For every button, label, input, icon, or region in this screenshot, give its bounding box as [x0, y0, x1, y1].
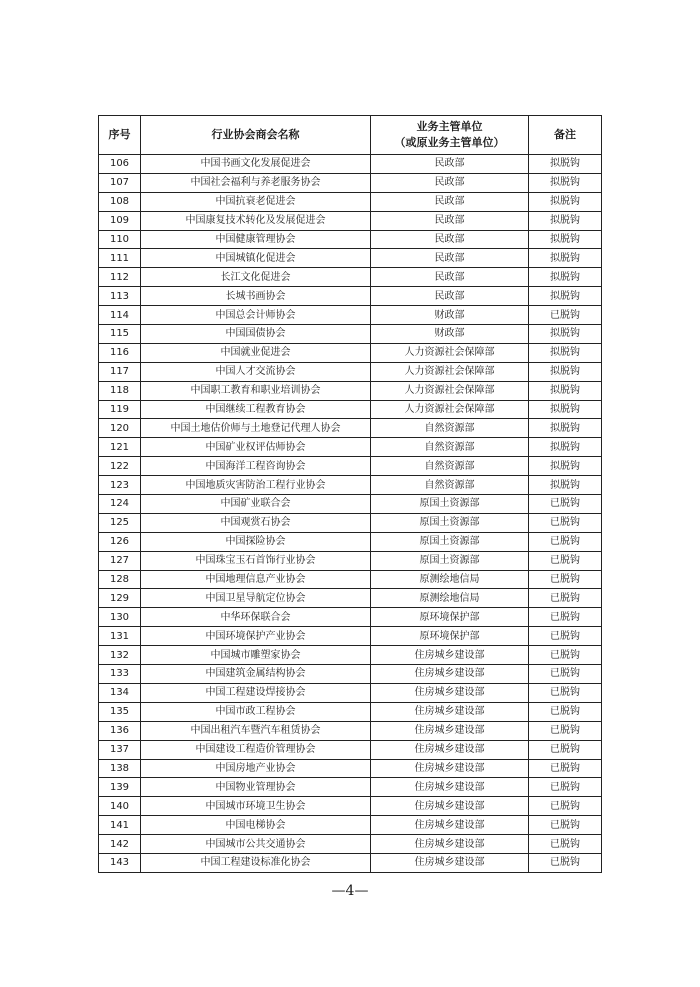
remark-status: 拟脱钩 — [529, 343, 602, 362]
association-name: 中国建筑金属结构协会 — [141, 665, 371, 684]
row-number: 120 — [99, 419, 141, 438]
table-row — [99, 400, 602, 419]
supervising-unit: 原国土资源部 — [371, 513, 529, 532]
remark-status: 已脱钩 — [529, 702, 602, 721]
row-number: 134 — [99, 683, 141, 702]
row-number: 112 — [99, 268, 141, 287]
association-name: 中国职工教育和职业培训协会 — [141, 381, 371, 400]
row-number: 109 — [99, 211, 141, 230]
association-name: 中国矿业权评估师协会 — [141, 438, 371, 457]
row-number: 132 — [99, 646, 141, 665]
supervising-unit: 人力资源社会保障部 — [371, 381, 529, 400]
remark-status: 已脱钩 — [529, 306, 602, 325]
supervising-unit: 自然资源部 — [371, 438, 529, 457]
row-number: 127 — [99, 551, 141, 570]
supervising-unit: 原测绘地信局 — [371, 570, 529, 589]
association-name: 中国国债协会 — [141, 325, 371, 344]
supervising-unit: 民政部 — [371, 211, 529, 230]
table-row — [99, 211, 602, 230]
remark-status: 已脱钩 — [529, 513, 602, 532]
association-name: 中国工程建设焊接协会 — [141, 683, 371, 702]
row-number: 125 — [99, 513, 141, 532]
supervising-unit: 民政部 — [371, 268, 529, 287]
association-name: 中国总会计师协会 — [141, 306, 371, 325]
remark-status: 已脱钩 — [529, 551, 602, 570]
association-name: 中国地理信息产业协会 — [141, 570, 371, 589]
table-row — [99, 702, 602, 721]
remark-status: 已脱钩 — [529, 646, 602, 665]
association-name: 中国人才交流协会 — [141, 362, 371, 381]
association-name: 中国城镇化促进会 — [141, 249, 371, 268]
association-name: 中国矿业联合会 — [141, 495, 371, 514]
association-name: 中国城市雕塑家协会 — [141, 646, 371, 665]
remark-status: 已脱钩 — [529, 683, 602, 702]
table-row — [99, 853, 602, 872]
remark-status: 已脱钩 — [529, 759, 602, 778]
supervising-unit: 住房城乡建设部 — [371, 665, 529, 684]
association-name: 中国物业管理协会 — [141, 778, 371, 797]
supervising-unit: 住房城乡建设部 — [371, 816, 529, 835]
header-row — [99, 116, 602, 155]
table-row — [99, 835, 602, 854]
remark-status: 已脱钩 — [529, 532, 602, 551]
row-number: 115 — [99, 325, 141, 344]
remark-status: 已脱钩 — [529, 570, 602, 589]
header-association-name: 行业协会商会名称 — [141, 116, 371, 155]
supervising-unit: 住房城乡建设部 — [371, 740, 529, 759]
supervising-unit: 住房城乡建设部 — [371, 853, 529, 872]
supervising-unit: 民政部 — [371, 287, 529, 306]
row-number: 129 — [99, 589, 141, 608]
table-row — [99, 551, 602, 570]
association-name: 中华环保联合会 — [141, 608, 371, 627]
row-number: 122 — [99, 457, 141, 476]
table-row — [99, 570, 602, 589]
remark-status: 拟脱钩 — [529, 438, 602, 457]
remark-status: 拟脱钩 — [529, 457, 602, 476]
supervising-unit: 原环境保护部 — [371, 608, 529, 627]
table-row — [99, 287, 602, 306]
remark-status: 已脱钩 — [529, 740, 602, 759]
supervising-unit: 人力资源社会保障部 — [371, 362, 529, 381]
page-number: —4— — [331, 883, 369, 899]
row-number: 137 — [99, 740, 141, 759]
remark-status: 拟脱钩 — [529, 211, 602, 230]
table-row — [99, 362, 602, 381]
table-row — [99, 438, 602, 457]
remark-status: 已脱钩 — [529, 589, 602, 608]
table-header — [99, 116, 602, 155]
remark-status: 已脱钩 — [529, 835, 602, 854]
remark-status: 拟脱钩 — [529, 230, 602, 249]
association-name: 中国出租汽车暨汽车租赁协会 — [141, 721, 371, 740]
association-name: 中国继续工程教育协会 — [141, 400, 371, 419]
supervising-unit: 民政部 — [371, 155, 529, 174]
association-name: 中国环境保护产业协会 — [141, 627, 371, 646]
table-row — [99, 155, 602, 174]
supervising-unit: 原国土资源部 — [371, 495, 529, 514]
association-name: 中国市政工程协会 — [141, 702, 371, 721]
remark-status: 拟脱钩 — [529, 419, 602, 438]
remark-status: 拟脱钩 — [529, 287, 602, 306]
table-row — [99, 495, 602, 514]
association-name: 长城书画协会 — [141, 287, 371, 306]
supervising-unit: 原环境保护部 — [371, 627, 529, 646]
supervising-unit: 自然资源部 — [371, 419, 529, 438]
table-row — [99, 325, 602, 344]
remark-status: 拟脱钩 — [529, 268, 602, 287]
association-name: 中国卫星导航定位协会 — [141, 589, 371, 608]
supervising-unit: 民政部 — [371, 192, 529, 211]
association-name: 长江文化促进会 — [141, 268, 371, 287]
row-number: 128 — [99, 570, 141, 589]
row-number: 124 — [99, 495, 141, 514]
association-name: 中国抗衰老促进会 — [141, 192, 371, 211]
association-name: 中国社会福利与养老服务协会 — [141, 173, 371, 192]
association-name: 中国就业促进会 — [141, 343, 371, 362]
table-row — [99, 759, 602, 778]
table-row — [99, 778, 602, 797]
association-name: 中国健康管理协会 — [141, 230, 371, 249]
table-row — [99, 173, 602, 192]
table-row — [99, 268, 602, 287]
remark-status: 已脱钩 — [529, 721, 602, 740]
supervising-unit: 自然资源部 — [371, 476, 529, 495]
association-table — [98, 115, 602, 873]
supervising-unit: 住房城乡建设部 — [371, 646, 529, 665]
row-number: 136 — [99, 721, 141, 740]
remark-status: 已脱钩 — [529, 853, 602, 872]
row-number: 130 — [99, 608, 141, 627]
header-remarks: 备注 — [529, 116, 602, 155]
remark-status: 拟脱钩 — [529, 192, 602, 211]
association-name: 中国探险协会 — [141, 532, 371, 551]
supervising-unit: 原国土资源部 — [371, 551, 529, 570]
supervising-unit: 自然资源部 — [371, 457, 529, 476]
table-row — [99, 589, 602, 608]
table-row — [99, 797, 602, 816]
supervising-unit: 住房城乡建设部 — [371, 721, 529, 740]
row-number: 107 — [99, 173, 141, 192]
association-name: 中国康复技术转化及发展促进会 — [141, 211, 371, 230]
remark-status: 已脱钩 — [529, 608, 602, 627]
remark-status: 拟脱钩 — [529, 381, 602, 400]
association-name: 中国建设工程造价管理协会 — [141, 740, 371, 759]
table-row — [99, 740, 602, 759]
table-row — [99, 646, 602, 665]
remark-status: 已脱钩 — [529, 816, 602, 835]
row-number: 116 — [99, 343, 141, 362]
remark-status: 已脱钩 — [529, 778, 602, 797]
remark-status: 拟脱钩 — [529, 476, 602, 495]
supervising-unit: 原测绘地信局 — [371, 589, 529, 608]
table-row — [99, 230, 602, 249]
supervising-unit: 住房城乡建设部 — [371, 759, 529, 778]
table-row — [99, 343, 602, 362]
row-number: 119 — [99, 400, 141, 419]
header-supervising-unit-line2: （或原业务主管单位） — [394, 136, 505, 149]
table-row — [99, 627, 602, 646]
remark-status: 拟脱钩 — [529, 325, 602, 344]
supervising-unit: 财政部 — [371, 325, 529, 344]
association-name: 中国书画文化发展促进会 — [141, 155, 371, 174]
table-row — [99, 457, 602, 476]
row-number: 113 — [99, 287, 141, 306]
association-name: 中国海洋工程咨询协会 — [141, 457, 371, 476]
association-name: 中国电梯协会 — [141, 816, 371, 835]
supervising-unit: 住房城乡建设部 — [371, 683, 529, 702]
table-row — [99, 532, 602, 551]
supervising-unit: 人力资源社会保障部 — [371, 400, 529, 419]
association-name: 中国城市环境卫生协会 — [141, 797, 371, 816]
supervising-unit: 住房城乡建设部 — [371, 797, 529, 816]
header-supervising-unit-line1: 业务主管单位 — [416, 120, 483, 133]
supervising-unit: 住房城乡建设部 — [371, 835, 529, 854]
association-name: 中国工程建设标准化协会 — [141, 853, 371, 872]
supervising-unit: 原国土资源部 — [371, 532, 529, 551]
row-number: 131 — [99, 627, 141, 646]
row-number: 140 — [99, 797, 141, 816]
association-name: 中国土地估价师与土地登记代理人协会 — [141, 419, 371, 438]
table-row — [99, 721, 602, 740]
row-number: 121 — [99, 438, 141, 457]
row-number: 110 — [99, 230, 141, 249]
row-number: 126 — [99, 532, 141, 551]
table-row — [99, 683, 602, 702]
remark-status: 已脱钩 — [529, 797, 602, 816]
row-number: 111 — [99, 249, 141, 268]
table-row — [99, 665, 602, 684]
row-number: 123 — [99, 476, 141, 495]
association-name: 中国地质灾害防治工程行业协会 — [141, 476, 371, 495]
supervising-unit: 民政部 — [371, 173, 529, 192]
remark-status: 已脱钩 — [529, 665, 602, 684]
remark-status: 拟脱钩 — [529, 400, 602, 419]
table-row — [99, 192, 602, 211]
row-number: 139 — [99, 778, 141, 797]
remark-status: 拟脱钩 — [529, 249, 602, 268]
association-name: 中国房地产业协会 — [141, 759, 371, 778]
table-body — [99, 155, 602, 873]
remark-status: 拟脱钩 — [529, 155, 602, 174]
table-row — [99, 381, 602, 400]
table-row — [99, 249, 602, 268]
remark-status: 拟脱钩 — [529, 173, 602, 192]
association-name: 中国观赏石协会 — [141, 513, 371, 532]
table-row — [99, 476, 602, 495]
table-row — [99, 419, 602, 438]
row-number: 142 — [99, 835, 141, 854]
header-supervising-unit — [371, 116, 529, 155]
row-number: 106 — [99, 155, 141, 174]
supervising-unit: 住房城乡建设部 — [371, 778, 529, 797]
row-number: 135 — [99, 702, 141, 721]
table-row — [99, 306, 602, 325]
supervising-unit: 民政部 — [371, 249, 529, 268]
association-name: 中国珠宝玉石首饰行业协会 — [141, 551, 371, 570]
header-number: 序号 — [99, 116, 141, 155]
row-number: 143 — [99, 853, 141, 872]
supervising-unit: 人力资源社会保障部 — [371, 343, 529, 362]
supervising-unit: 民政部 — [371, 230, 529, 249]
row-number: 133 — [99, 665, 141, 684]
row-number: 114 — [99, 306, 141, 325]
table-row — [99, 513, 602, 532]
row-number: 141 — [99, 816, 141, 835]
table-row — [99, 816, 602, 835]
remark-status: 拟脱钩 — [529, 362, 602, 381]
supervising-unit: 住房城乡建设部 — [371, 702, 529, 721]
row-number: 117 — [99, 362, 141, 381]
row-number: 138 — [99, 759, 141, 778]
row-number: 108 — [99, 192, 141, 211]
supervising-unit: 财政部 — [371, 306, 529, 325]
remark-status: 已脱钩 — [529, 495, 602, 514]
table-row — [99, 608, 602, 627]
remark-status: 已脱钩 — [529, 627, 602, 646]
association-name: 中国城市公共交通协会 — [141, 835, 371, 854]
row-number: 118 — [99, 381, 141, 400]
